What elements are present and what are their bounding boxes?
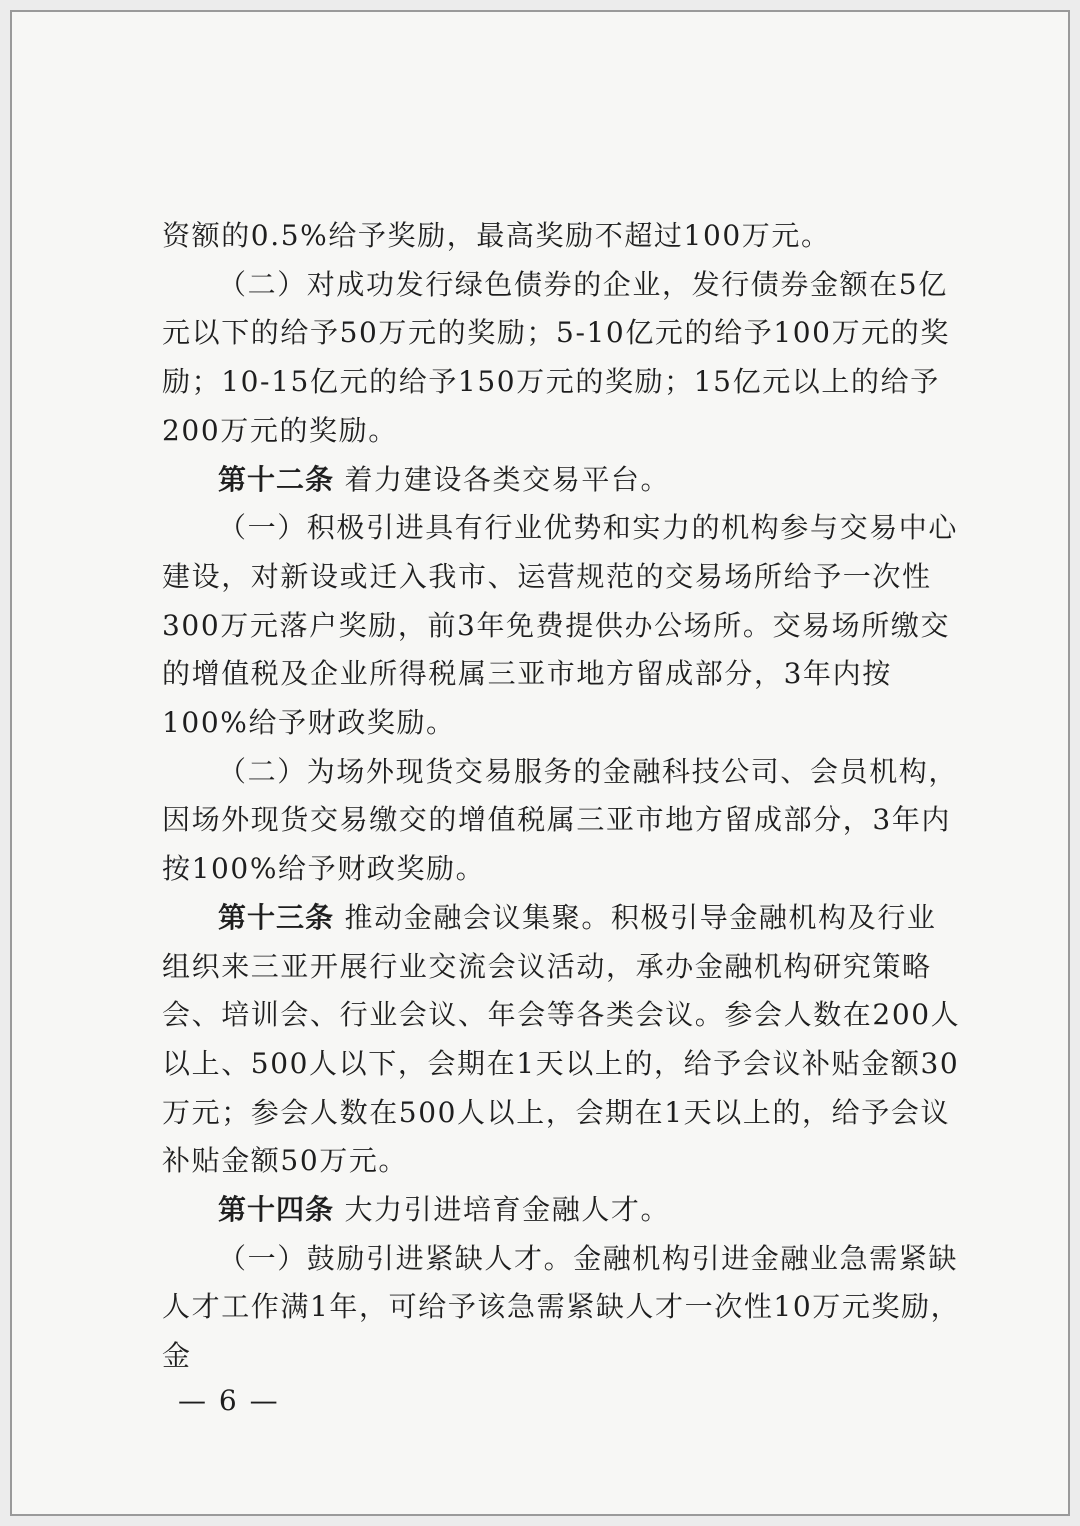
paragraph-7 [162, 1186, 962, 1235]
paragraph-2-text: （二）对成功发行绿色债券的企业，发行债券金额在5亿元以下的给予50万元的奖励；5-10亿元的给予100万元的奖励；10-15亿元的给予150万元的奖励；15亿元以上的给予200万元的奖励。 [162, 267, 950, 447]
paragraph-4-text: （一）积极引进具有行业优势和实力的机构参与交易中心建设，对新设或迁入我市、运营规范的交易场所给予一次性300万元落户奖励，前3年免费提供办公场所。交易场所缴交的增值税及企业所得税属三亚市地方留成部分，3年内按100%给予财政奖励。 [162, 511, 959, 740]
article-12-heading: 第十二条 [218, 462, 335, 496]
paragraph-3 [162, 456, 962, 505]
paragraph-8 [162, 1235, 962, 1381]
paragraph-6-text: 推动金融会议集聚。积极引导金融机构及行业组织来三亚开展行业交流会议活动，承办金融机构研究策略会、培训会、行业会议、年会等各类会议。参会人数在200人以上、500人以下，会期在1天以上的，给予会议补贴金额30万元；参会人数在500人以上，会期在1天以上的，给予会议补贴金额50万元。 [162, 900, 961, 1178]
paragraph-1-text: 资额的0.5%给予奖励，最高奖励不超过100万元。 [162, 219, 831, 252]
paragraph-3-text: 着力建设各类交易平台。 [344, 462, 671, 496]
paragraph-5 [162, 748, 962, 894]
paragraph-2 [162, 261, 962, 456]
paragraph-1 [162, 212, 962, 261]
paragraph-5-text: （二）为场外现货交易服务的金融科技公司、会员机构，因场外现货交易缴交的增值税属三亚市地方留成部分，3年内按100%给予财政奖励。 [162, 754, 959, 886]
article-14-heading: 第十四条 [218, 1193, 335, 1227]
document-page [10, 10, 1070, 1516]
article-13-heading: 第十三条 [218, 900, 335, 934]
page-number: — 6 — [178, 1384, 280, 1417]
paragraph-8-text: （一）鼓励引进紧缺人才。金融机构引进金融业急需紧缺人才工作满1年，可给予该急需紧缺人才一次性10万元奖励，金 [162, 1241, 961, 1373]
document-body [162, 212, 962, 1381]
paragraph-7-text: 大力引进培育金融人才。 [344, 1193, 671, 1227]
paragraph-6 [162, 894, 962, 1186]
paragraph-4 [162, 504, 962, 748]
